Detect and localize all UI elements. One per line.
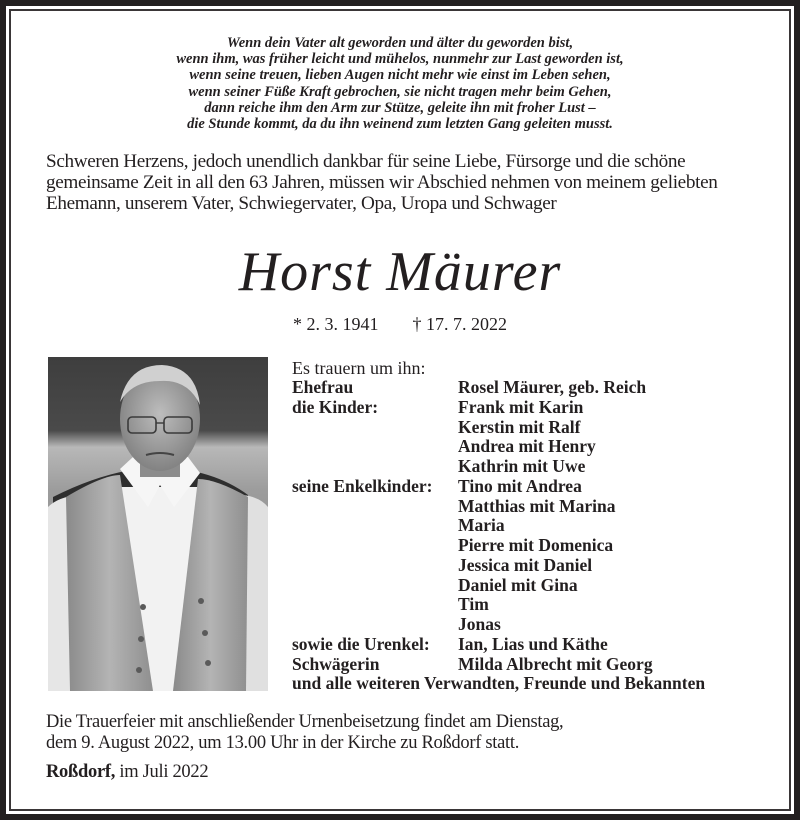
mourner-names: Pierre mit Domenica [458, 535, 614, 555]
mourner-names: Ian, Lias und Käthe [458, 633, 608, 654]
mourner-role [292, 437, 458, 457]
poem-line: Wenn dein Vater alt geworden und älter du geworden bist, [226, 35, 574, 51]
mourner-row [292, 536, 772, 556]
mourner-role [292, 536, 458, 556]
intro-paragraph [46, 151, 766, 214]
intro-line: gemeinsame Zeit in all den 63 Jahren, müssen wir Abschied nehmen von meinem geliebten [46, 172, 718, 193]
mourners-closing-text: und alle weiteren Verwandten, Freunde und Bekannten [292, 673, 706, 694]
mourner-row [292, 635, 772, 655]
mourner-role: die Kinder: [292, 396, 379, 417]
place-date: im Juli 2022 [115, 762, 209, 782]
poem-line: dann reiche ihm den Arm zur Stütze, geleite ihn mit froher Lust – [204, 99, 596, 116]
mourner-role [292, 497, 458, 517]
mourner-row [292, 398, 772, 418]
mourner-row [292, 615, 772, 635]
mourner-names: Matthias mit Marina [458, 495, 616, 516]
mourner-names: Tim [458, 594, 489, 615]
mourners-heading: Es trauern um ihn: [292, 358, 426, 378]
mourner-names: Milda Albrecht mit Georg [458, 653, 653, 674]
mourner-role: sowie die Urenkel: [292, 633, 430, 654]
poem-line: die Stunde kommt, da du ihn weinend zum letzten Gang geleiten musst. [187, 116, 613, 133]
death-date: † 17. 7. 2022 [412, 314, 507, 334]
life-dates [0, 313, 800, 335]
mourner-role: Ehefrau [292, 377, 354, 397]
mourner-names: Rosel Mäurer, geb. Reich [458, 377, 647, 397]
mourner-row [292, 556, 772, 576]
portrait-image [48, 357, 268, 691]
mourner-row [292, 378, 772, 398]
mourner-role: seine Enkelkinder: [292, 475, 433, 496]
intro-line: Schweren Herzens, jedoch unendlich dankbar für seine Liebe, Fürsorge und die schöne [46, 151, 686, 172]
place-town: Roßdorf, [46, 762, 116, 782]
ceremony-line: Die Trauerfeier mit anschließender Urnenbeisetzung findet am Dienstag, [46, 712, 564, 732]
mourner-names: Jonas [458, 614, 501, 634]
mourner-role [292, 516, 458, 536]
mourner-names: Jessica mit Daniel [458, 554, 593, 575]
deceased-name: Horst Mäurer [238, 241, 562, 303]
intro-line: Ehemann, unserem Vater, Schwiegervater, Opa, Uropa und Schwager [46, 193, 557, 214]
mourner-role [292, 576, 458, 596]
mourner-row [292, 457, 772, 477]
mourner-names: Maria [458, 515, 505, 536]
mourner-row [292, 576, 772, 596]
mourner-names: Kerstin mit Ralf [458, 416, 581, 437]
mourners-closing [292, 674, 772, 694]
portrait-photo [48, 357, 268, 691]
mourner-row [292, 437, 772, 457]
memorial-poem [100, 35, 700, 132]
mourner-role [292, 418, 458, 438]
mourner-role [292, 457, 458, 477]
poem-line: wenn ihm, was früher leicht und mühelos, nunmehr zur Last geworden ist, [176, 51, 624, 68]
place-and-date [46, 761, 208, 783]
mourner-names: Kathrin mit Uwe [458, 456, 586, 476]
poem-line: wenn seiner Füße Kraft gebrochen, sie nicht tragen mehr beim Gehen, [188, 83, 612, 100]
mourners-list [292, 358, 772, 694]
birth-date: * 2. 3. 1941 [293, 314, 379, 334]
mourner-row [292, 477, 772, 497]
poem-line: wenn seine treuen, lieben Augen nicht mehr wie einst im Leben sehen, [189, 67, 611, 84]
mourner-names: Frank mit Karin [458, 396, 584, 417]
mourner-role [292, 595, 458, 615]
mourner-row [292, 516, 772, 536]
ceremony-notice [46, 712, 766, 754]
mourner-role: Schwägerin [292, 653, 380, 674]
mourner-names: Andrea mit Henry [458, 436, 596, 457]
mourner-role [292, 556, 458, 576]
mourner-names: Daniel mit Gina [458, 574, 578, 595]
ceremony-line: dem 9. August 2022, um 13.00 Uhr in der Kirche zu Roßdorf statt. [46, 733, 520, 753]
mourner-row [292, 497, 772, 517]
mourner-row [292, 655, 772, 675]
mourner-row [292, 418, 772, 438]
mourner-role [292, 615, 458, 635]
mourner-names: Tino mit Andrea [458, 475, 582, 496]
mourner-row [292, 595, 772, 615]
